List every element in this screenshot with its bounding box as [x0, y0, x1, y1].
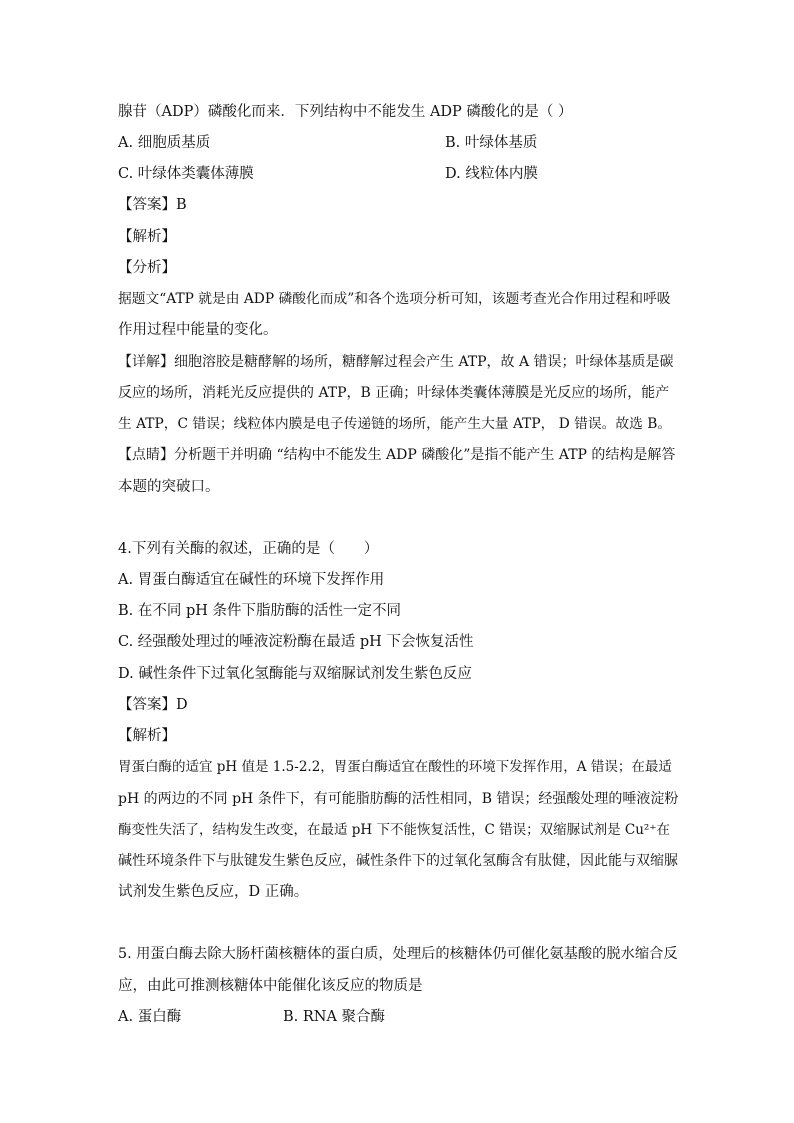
- q4-option-d: D. 碱性条件下过氧化氢酶能与双缩脲试剂发生紫色反应: [118, 666, 472, 682]
- q3-options-row-2: [118, 164, 678, 184]
- q3-fenxi-heading: 【分析】: [118, 260, 176, 276]
- q3-option-a: A. 细胞质基质: [118, 135, 211, 151]
- q4-stem: 4.下列有关酶的叙述，正确的是（ ）: [118, 541, 379, 557]
- q4-option-a: A. 胃蛋白酶适宜在碱性的环境下发挥作用: [118, 572, 385, 588]
- q5-options-row: [118, 1007, 678, 1027]
- q3-detail-line: 【详解】细胞溶胶是糖酵解的场所，糖酵解过程会产生 ATP，故 A 错误；叶绿体基质是碳: [118, 354, 674, 370]
- q3-fenxi-line: 作用过程中能量的变化。: [118, 322, 278, 338]
- q3-comment-line: 本题的突破口。: [118, 479, 220, 495]
- q4-option-b: B. 在不同 pH 条件下脂肪酶的活性一定不同: [118, 603, 402, 619]
- q5-option-b: B. RNA 聚合酶: [283, 1009, 386, 1025]
- q4-option-c: C. 经强酸处理过的唾液淀粉酶在最适 pH 下会恢复活性: [118, 634, 474, 650]
- q3-stem-tail: 腺苷（ADP）磷酸化而来．下列结构中不能发生 ADP 磷酸化的是（ ）: [118, 104, 573, 120]
- q3-detail-line: 反应的场所，消耗光反应提供的 ATP，B 正确；叶绿体类囊体薄膜是光反应的场所，能产: [118, 385, 670, 401]
- q3-detail-line: 生 ATP，C 错误；线粒体内膜是电子传递链的场所，能产生大量 ATP， D 错误。故选 B。: [118, 416, 672, 432]
- q4-answer: 【答案】D: [118, 697, 188, 713]
- q4-analysis-line: pH 的两边的不同 pH 条件下，有可能脂肪酶的活性相同，B 错误；经强酸处理的唾液淀粉: [118, 791, 679, 807]
- q4-analysis-line: 胃蛋白酶的适宜 pH 值是 1.5-2.2，胃蛋白酶适宜在酸性的环境下发挥作用，A 错误；在最适: [118, 759, 672, 775]
- q4-analysis-line: 试剂发生紫色反应，D 正确。: [118, 884, 309, 900]
- q4-analysis-heading: 【解析】: [118, 728, 176, 744]
- q3-comment-line: 【点睛】分析题干并明确 “结构中不能发生 ADP 磷酸化”是指不能产生 ATP 的结构是解答: [118, 447, 676, 463]
- q3-answer: 【答案】B: [118, 197, 187, 213]
- q5-stem-line: 应，由此可推测核糖体中能催化该反应的物质是: [118, 978, 423, 994]
- q5-stem-line: 5. 用蛋白酶去除大肠杆菌核糖体的蛋白质，处理后的核糖体仍可催化氨基酸的脱水缩合反: [118, 946, 678, 962]
- q3-option-b: B. 叶绿体基质: [445, 135, 538, 151]
- q5-option-a: A. 蛋白酶: [118, 1009, 182, 1025]
- q3-options-row-1: [118, 133, 678, 153]
- q4-analysis-line: 酶变性失活了，结构发生改变，在最适 pH 下不能恢复活性，C 错误；双缩脲试剂是 Cu²⁺在: [118, 822, 670, 838]
- q4-analysis-line: 碱性环境条件下与肽键发生紫色反应，碱性条件下的过氧化氢酶含有肽健，因此能与双缩脲: [118, 853, 678, 869]
- q3-option-d: D. 线粒体内膜: [445, 166, 538, 182]
- q3-fenxi-line: 据题文“ATP 就是由 ADP 磷酸化而成”和各个选项分析可知，该题考查光合作用过程和呼吸: [118, 291, 671, 307]
- q3-option-c: C. 叶绿体类囊体薄膜: [118, 166, 254, 182]
- q3-analysis-heading: 【解析】: [118, 229, 176, 245]
